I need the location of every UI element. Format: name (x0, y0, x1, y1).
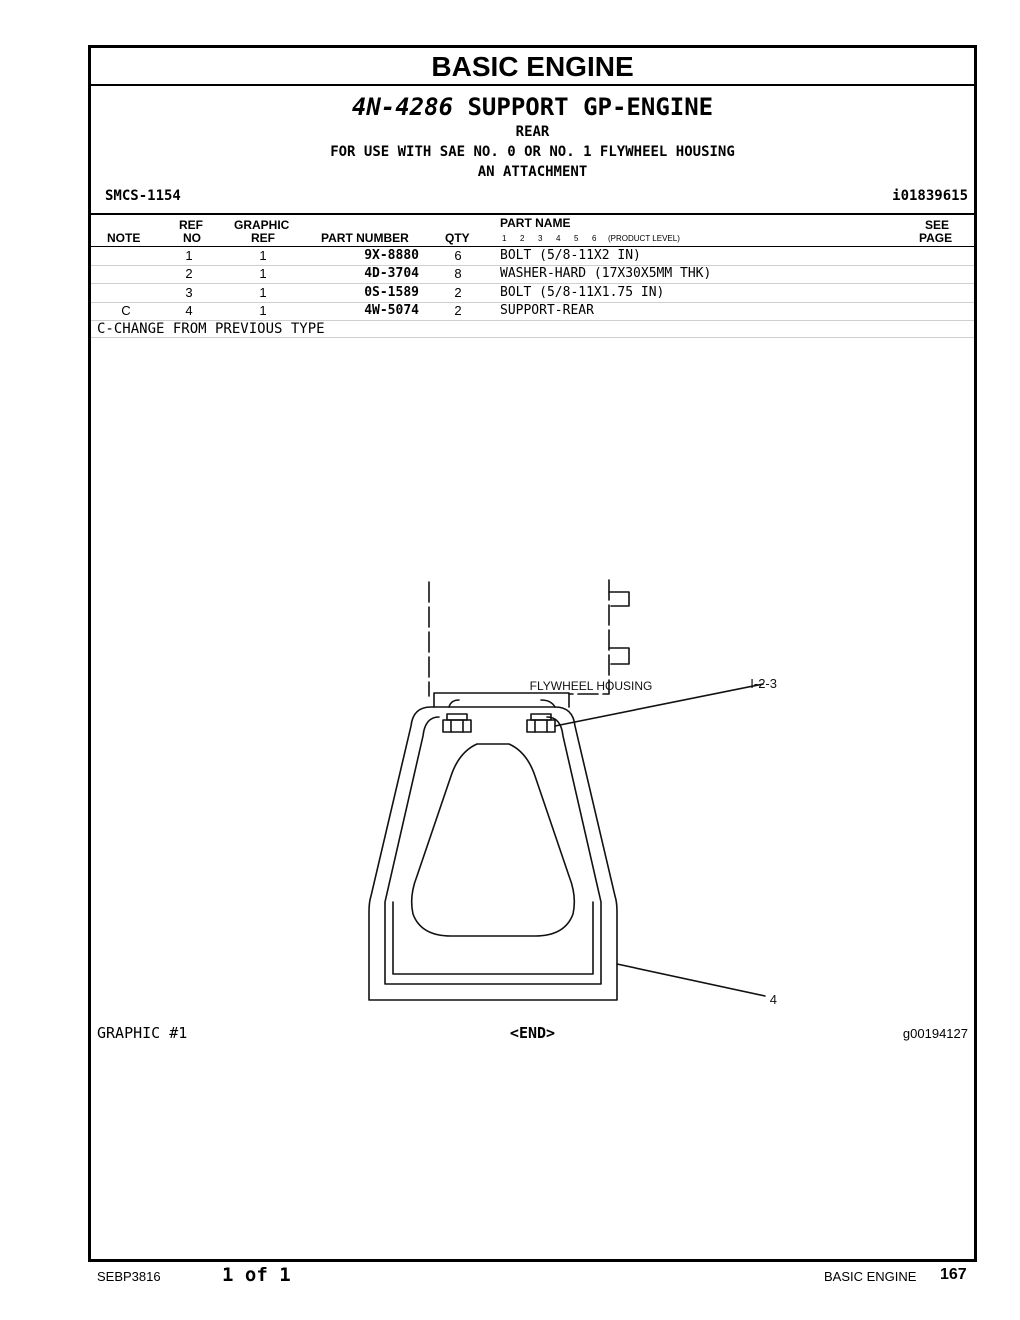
graphic-number: GRAPHIC #1 (97, 1024, 188, 1042)
header-part-name: PART NAME (500, 216, 571, 230)
row-part-name: BOLT (5/8-11X1.75 IN) (500, 285, 665, 300)
footnote-rule (91, 320, 974, 338)
footer-doc-number: SEBP3816 (97, 1269, 161, 1284)
header-see-bottom: PAGE (919, 231, 953, 245)
table-row (91, 246, 974, 266)
header-part-number: PART NUMBER (321, 231, 409, 245)
header-graphic-top: GRAPHIC (234, 218, 290, 232)
footer-page-number: 167 (940, 1266, 967, 1283)
housing-flange-2 (609, 648, 629, 664)
table-row (91, 302, 974, 321)
group-subtitle-1: REAR (515, 124, 550, 140)
section-title: BASIC ENGINE (91, 48, 974, 86)
row-part-number[interactable]: 4W-5074 (364, 303, 419, 318)
header-see-top: SEE (925, 218, 950, 232)
row-ref: 3 (185, 285, 193, 300)
support-inner (385, 717, 601, 984)
header-qty: QTY (445, 231, 470, 245)
header-graphic-bottom: REF (251, 231, 275, 245)
row-graphic-ref: 1 (259, 266, 267, 281)
header-ref-bottom: NO (183, 231, 201, 245)
row-graphic-ref: 1 (259, 248, 267, 263)
product-level-2: 2 (520, 234, 525, 243)
product-level-6: 6 (592, 234, 597, 243)
support-outer (369, 707, 617, 1000)
product-level-4: 4 (556, 234, 561, 243)
row-part-number[interactable]: 0S-1589 (364, 285, 419, 300)
row-ref: 4 (185, 303, 193, 318)
row-part-name: WASHER-HARD (17X30X5MM THK) (500, 266, 712, 281)
group-subtitle-3: AN ATTACHMENT (477, 164, 588, 180)
support-pad-inner (449, 700, 555, 707)
group-title (91, 92, 974, 122)
row-ref: 1 (185, 248, 193, 263)
header-ref-top: REF (179, 218, 203, 232)
table-row (91, 284, 974, 303)
header-rule (91, 213, 974, 215)
row-part-name: BOLT (5/8-11X2 IN) (500, 248, 641, 263)
graphic-id: g00194127 (902, 1026, 968, 1041)
group-name: SUPPORT GP-ENGINE (467, 93, 714, 121)
product-level-5: 5 (574, 234, 579, 243)
housing-flange-1 (609, 592, 629, 606)
leader-line-support (617, 964, 765, 996)
document-ident: i01839615 (892, 188, 968, 204)
housing-label: FLYWHEEL HOUSING (529, 679, 653, 693)
smcs-code: SMCS-1154 (105, 188, 181, 204)
header-note: NOTE (107, 231, 141, 245)
group-part-number: 4N-4286 (351, 93, 454, 121)
row-part-number[interactable]: 4D-3704 (364, 266, 419, 281)
group-subtitle-2: FOR USE WITH SAE NO. 0 OR NO. 1 FLYWHEEL HOUSING (330, 144, 735, 160)
footer-page-count: 1 of 1 (222, 1264, 291, 1286)
footnote: C-CHANGE FROM PREVIOUS TYPE (97, 321, 325, 337)
row-ref: 2 (185, 266, 193, 281)
table-row (91, 265, 974, 284)
support-inner-flange (393, 902, 593, 974)
row-part-number[interactable]: 9X-8880 (364, 248, 419, 263)
support-window (412, 744, 575, 936)
product-level-3: 3 (538, 234, 543, 243)
row-qty: 2 (454, 285, 462, 300)
bolt-head-left (443, 714, 471, 732)
footer-section: BASIC ENGINE (824, 1269, 917, 1284)
row-graphic-ref: 1 (259, 303, 267, 318)
row-qty: 8 (454, 266, 462, 281)
callout-support: 4 (769, 992, 777, 1007)
callout-bolts: I-2-3 (750, 676, 777, 691)
row-qty: 6 (454, 248, 462, 263)
row-graphic-ref: 1 (259, 285, 267, 300)
housing-right-edge (569, 580, 609, 694)
row-qty: 2 (454, 303, 462, 318)
bolt-head-right (527, 714, 555, 732)
support-illustration (359, 576, 779, 1016)
row-note: C (121, 303, 131, 318)
product-level-1: 1 (502, 234, 507, 243)
row-part-name: SUPPORT-REAR (500, 303, 594, 318)
product-level-label: (PRODUCT LEVEL) (608, 234, 680, 243)
page-frame (88, 45, 977, 1262)
end-marker: <END> (509, 1024, 556, 1042)
